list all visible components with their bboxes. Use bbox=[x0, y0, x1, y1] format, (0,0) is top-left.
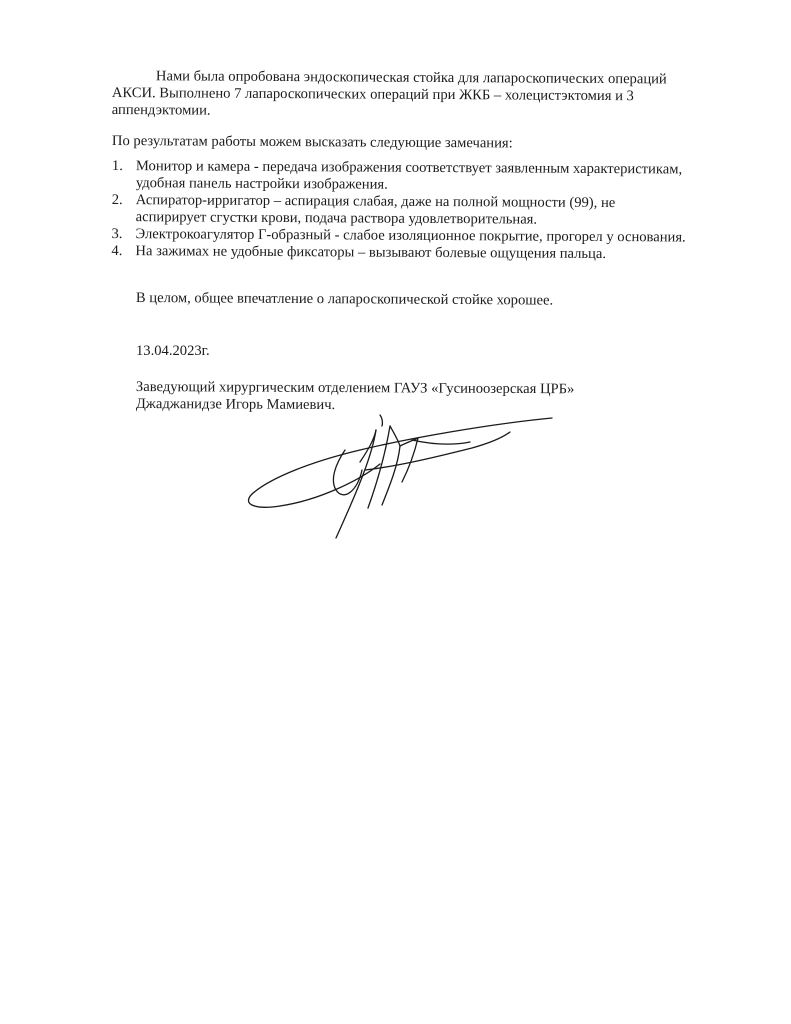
conclusion-paragraph: В целом, общее впечатление о лапароскопической стойке хорошее. bbox=[135, 290, 554, 309]
remark-number: 1. bbox=[111, 158, 123, 175]
remark-number: 3. bbox=[111, 225, 123, 243]
remark-text: На зажимах не удобные фиксаторы – вызывают болевые ощущения пальца. bbox=[135, 243, 607, 263]
remark-number: 2. bbox=[111, 191, 123, 209]
intro-paragraph bbox=[112, 68, 692, 123]
handwritten-signature-icon bbox=[240, 410, 570, 545]
intro-line-3: аппендэктомии. bbox=[111, 101, 211, 119]
remark-item-2 bbox=[112, 192, 712, 230]
remarks-list bbox=[111, 158, 712, 264]
signatory-name: Джаджанидзе Игорь Мамиевич. bbox=[135, 395, 336, 414]
signatory-position: Заведующий хирургическим отделением ГАУЗ «Гусиноозерская ЦРБ» bbox=[135, 379, 575, 398]
intro-line-1: Нами была опробована эндоскопическая стойка для лапароскопических операций bbox=[155, 68, 667, 88]
remark-text: Монитор и камера - передача изображения соответствует заявленным характеристикам, bbox=[135, 158, 683, 178]
remark-item-1 bbox=[112, 158, 712, 196]
remark-item-4 bbox=[111, 243, 711, 264]
document-date: 13.04.2023г. bbox=[136, 343, 210, 359]
intro-line-2: АКСИ. Выполнено 7 лапароскопических операций при ЖКБ – холецистэктомия и 3 bbox=[111, 84, 634, 105]
remark-text: Аспиратор-ирригатор – аспирация слабая, даже на полной мощности (99), не bbox=[135, 192, 616, 212]
results-heading: По результатам работы можем высказать следующие замечания: bbox=[111, 133, 513, 152]
remark-number: 4. bbox=[111, 242, 123, 260]
remark-text: Электрокоагулятор Г-образный - слабое изоляционное покрытие, прогорел у основания. bbox=[135, 226, 686, 246]
remark-text-continued: аспирирует сгустки крови, подача раствора удовлетворительная. bbox=[135, 209, 538, 228]
remark-text-continued: удобная панель настройки изображения. bbox=[135, 175, 388, 193]
